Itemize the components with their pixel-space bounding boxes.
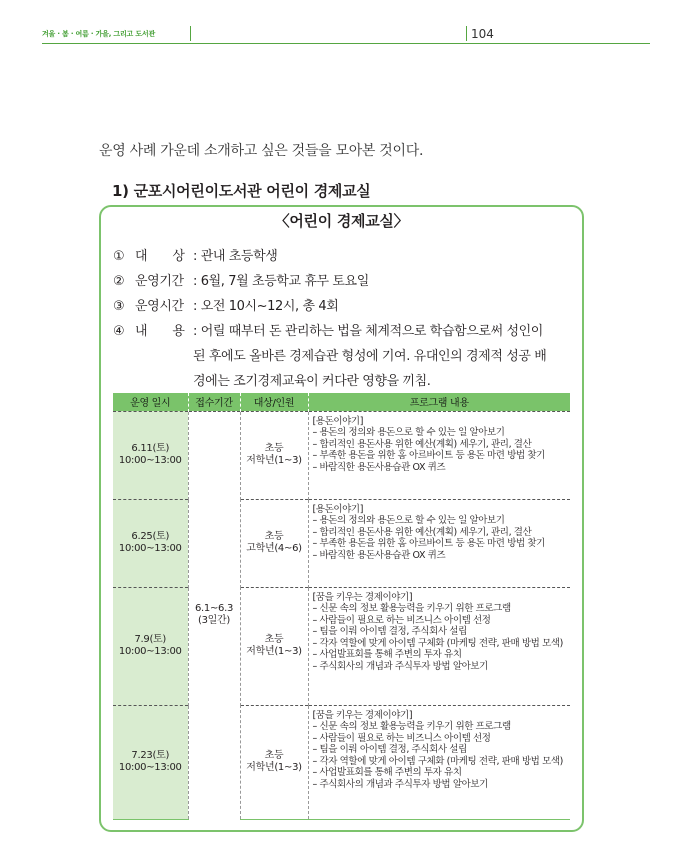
program-item: – 바람직한 용돈사용습관 OX 퀴즈 <box>312 549 446 561</box>
item-label: 내 용 <box>135 324 185 339</box>
program-cell <box>308 499 570 587</box>
page-number: 104 <box>471 27 494 41</box>
item-value: : 어릴 때부터 돈 관리하는 법을 체계적으로 학습함으로써 성인이 <box>193 324 543 339</box>
program-item: – 팀을 이뤄 아이템 결정, 주식회사 설립 <box>312 744 467 756</box>
session-date-cell <box>113 411 188 499</box>
item-number: ② <box>113 274 125 289</box>
item-value: : 관내 초등학생 <box>193 249 278 264</box>
info-item-content <box>113 320 543 339</box>
program-cell <box>308 587 570 705</box>
program-item: – 신문 속의 정보 활용능력을 키우기 위한 프로그램 <box>312 721 511 733</box>
target-grade: 저학년(1~3) <box>246 646 302 657</box>
session-date: 6.11(토) <box>131 443 170 454</box>
schedule-table <box>113 393 570 820</box>
program-item: – 각자 역할에 맞게 아이템 구체화 (마케팅 전략, 판매 방법 모색) <box>312 637 563 649</box>
table-row <box>113 499 570 587</box>
item-number: ④ <box>113 324 125 339</box>
program-title: [꿈을 키우는 경제이야기] <box>312 591 413 603</box>
target-level: 초등 <box>264 531 284 542</box>
target-cell <box>240 411 308 499</box>
item-label: 대 상 <box>135 249 185 264</box>
program-item: – 바람직한 용돈사용습관 OX 퀴즈 <box>312 461 446 473</box>
program-item: – 주식회사의 개념과 주식투자 방법 알아보기 <box>312 661 488 673</box>
target-grade: 저학년(1~3) <box>246 762 302 773</box>
table-row <box>113 587 570 705</box>
target-level: 초등 <box>264 634 284 645</box>
program-item: – 사람들이 필요로 하는 비즈니스 아이템 선정 <box>312 732 491 744</box>
program-item: – 주식회사의 개념과 주식투자 방법 알아보기 <box>312 779 488 791</box>
reception-duration: (3일간) <box>198 615 230 627</box>
program-item: – 부족한 용돈을 위한 홈 아르바이트 등 용돈 마련 방법 찾기 <box>312 450 545 462</box>
session-date-cell <box>113 499 188 587</box>
program-title: [꿈을 키우는 경제이야기] <box>312 709 413 721</box>
header-divider <box>190 26 191 41</box>
content-continuation-1: 된 후에도 올바른 경제습관 형성에 기여. 유대인의 경제적 성공 배 <box>193 349 547 364</box>
session-date: 7.9(토) <box>134 634 167 645</box>
target-level: 초등 <box>264 750 284 761</box>
page-header <box>0 0 683 50</box>
target-grade: 저학년(1~3) <box>246 455 302 466</box>
header-rule <box>42 43 650 44</box>
reception-dates: 6.1~6.3 <box>194 603 234 615</box>
info-item-period <box>113 270 369 289</box>
box-title: 〈어린이 경제교실〉 <box>274 212 409 230</box>
program-cell <box>308 705 570 819</box>
program-item: – 팀을 이뤄 아이템 결정, 주식회사 설립 <box>312 626 467 638</box>
program-cell <box>308 411 570 499</box>
section-title: 1) 군포시어린이도서관 어린이 경제교실 <box>112 182 371 200</box>
target-cell <box>240 499 308 587</box>
session-date-cell <box>113 705 188 819</box>
program-item: – 사람들이 필요로 하는 비즈니스 아이템 선정 <box>312 614 491 626</box>
target-cell <box>240 705 308 819</box>
program-item: – 사업발표회를 통해 주변의 투자 유치 <box>312 767 462 779</box>
program-item: – 사업발표회를 통해 주변의 투자 유치 <box>312 649 462 661</box>
session-date-cell <box>113 587 188 705</box>
column-header: 프로그램 내용 <box>308 393 570 411</box>
table-header-row <box>113 393 570 411</box>
program-item: – 부족한 용돈을 위한 홈 아르바이트 등 용돈 마련 방법 찾기 <box>312 538 545 550</box>
reception-period-cell <box>188 411 240 819</box>
target-grade: 고학년(4~6) <box>246 543 302 554</box>
running-title: 겨울 · 봄 · 여름 · 가을, 그리고 도서관 <box>42 30 156 38</box>
table-row <box>113 705 570 819</box>
session-date: 7.23(토) <box>131 750 170 761</box>
info-item-time <box>113 295 338 314</box>
program-item: – 신문 속의 정보 활용능력을 키우기 위한 프로그램 <box>312 603 511 615</box>
program-item: – 용돈의 정의와 용돈으로 할 수 있는 일 알아보기 <box>312 427 505 439</box>
program-item: – 합리적인 용돈사용 위한 예산(계획) 세우기, 관리, 결산 <box>312 438 532 450</box>
column-header: 대상/인원 <box>240 393 308 411</box>
session-time: 10:00~13:00 <box>118 543 182 554</box>
column-header: 운영 일시 <box>113 393 188 411</box>
item-label: 운영기간 <box>135 274 184 289</box>
session-date: 6.25(토) <box>131 531 170 542</box>
item-value: : 6월, 7월 초등학교 휴무 토요일 <box>193 274 369 289</box>
program-title: [용돈이야기] <box>312 503 363 515</box>
program-item: – 용돈의 정의와 용돈으로 할 수 있는 일 알아보기 <box>312 515 505 527</box>
target-cell <box>240 587 308 705</box>
intro-text: 운영 사례 가운데 소개하고 싶은 것들을 모아본 것이다. <box>99 143 424 159</box>
program-item: – 합리적인 용돈사용 위한 예산(계획) 세우기, 관리, 결산 <box>312 526 532 538</box>
target-level: 초등 <box>264 443 284 454</box>
session-time: 10:00~13:00 <box>118 762 182 773</box>
session-time: 10:00~13:00 <box>118 455 182 466</box>
column-header: 접수기간 <box>188 393 240 411</box>
item-number: ① <box>113 249 125 264</box>
table-row <box>113 411 570 499</box>
program-item: – 각자 역할에 맞게 아이템 구체화 (마케팅 전략, 판매 방법 모색) <box>312 755 563 767</box>
content-continuation-2: 경에는 조기경제교육이 커다란 영향을 끼침. <box>193 374 431 389</box>
session-time: 10:00~13:00 <box>118 646 182 657</box>
item-value: : 오전 10시~12시, 총 4회 <box>193 299 339 314</box>
info-item-target <box>113 245 277 264</box>
item-label: 운영시간 <box>135 299 184 314</box>
item-number: ③ <box>113 299 125 314</box>
page-number-divider <box>466 26 467 41</box>
program-title: [용돈이야기] <box>312 415 363 427</box>
